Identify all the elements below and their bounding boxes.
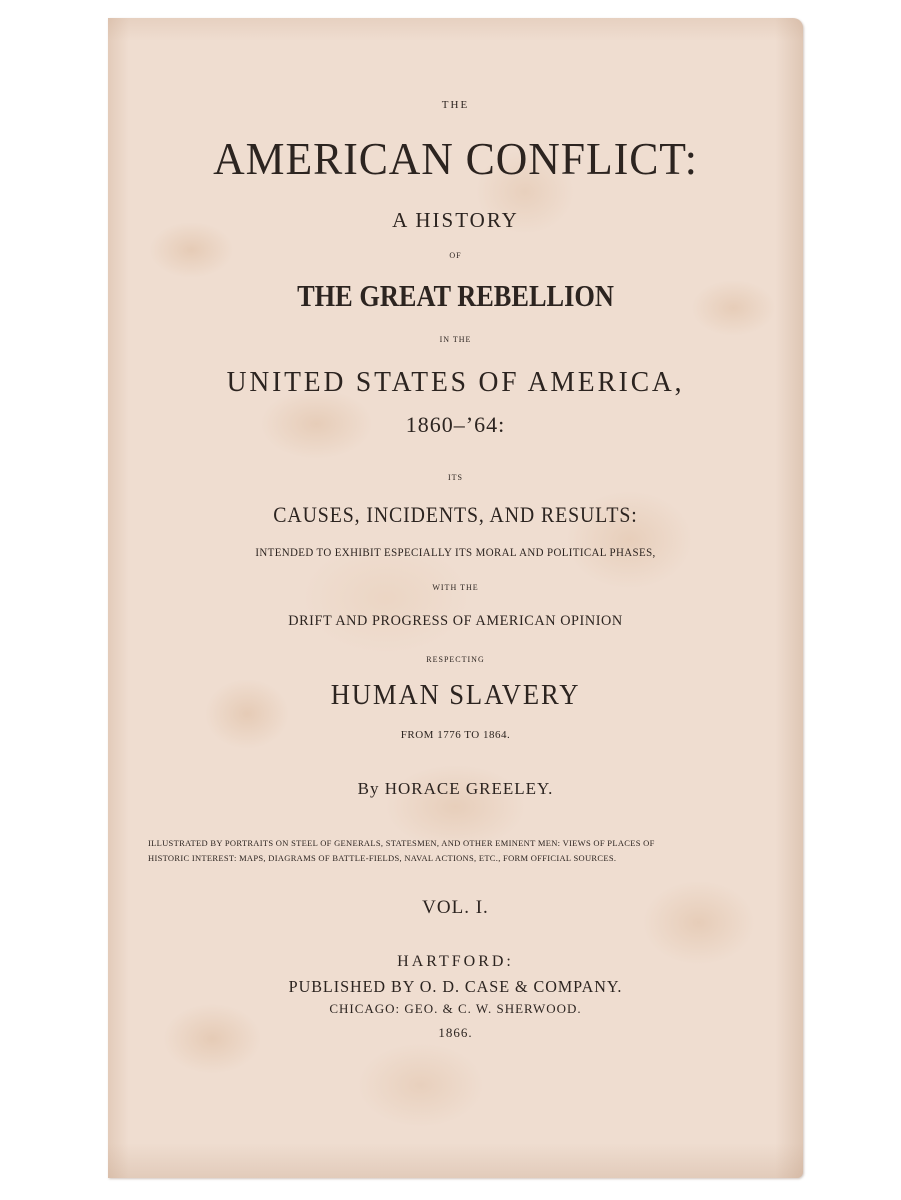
city-label: HARTFORD: xyxy=(397,953,514,970)
from-years: FROM 1776 TO 1864. xyxy=(400,729,511,741)
main-title: AMERICAN CONFLICT: xyxy=(213,133,698,184)
in-the-label: IN THE xyxy=(439,335,472,344)
intended-line: INTENDED TO EXHIBIT ESPECIALLY ITS MORAL AND POLITICAL PHASES, xyxy=(255,547,656,559)
the-label: THE xyxy=(441,99,470,111)
illustrated-note: ILLUSTRATED BY PORTRAITS ON STEEL OF GENERALS, STATESMEN, AND OTHER EMINENT MEN: VIEWS OF PLACES OF HISTORIC INTEREST: MAPS, DIAGRAMS OF BATTLE-FIELDS, NAVAL ACTIONS, ETC., FORM OFFICIAL SOURCES. xyxy=(148,838,655,863)
drift-line: DRIFT AND PROGRESS OF AMERICAN OPINION xyxy=(288,613,623,629)
years-range: 1860–’64: xyxy=(405,412,506,437)
of-label: OF xyxy=(449,251,462,260)
its-label: ITS xyxy=(448,473,463,482)
human-slavery: HUMAN SLAVERY xyxy=(330,680,581,711)
publication-year: 1866. xyxy=(438,1025,473,1040)
publisher-line: PUBLISHED BY O. D. CASE & COMPANY. xyxy=(288,977,623,996)
title-page xyxy=(108,18,803,1178)
united-states: UNITED STATES OF AMERICA, xyxy=(226,366,685,398)
respecting-label: RESPECTING xyxy=(426,655,485,664)
a-history: A HISTORY xyxy=(392,208,519,232)
volume-label: VOL. I. xyxy=(422,897,489,918)
causes-line: CAUSES, INCIDENTS, AND RESULTS: xyxy=(273,502,638,527)
great-rebellion: THE GREAT REBELLION xyxy=(297,278,614,313)
chicago-line: CHICAGO: GEO. & C. W. SHERWOOD. xyxy=(329,1001,582,1016)
with-the-label: WITH THE xyxy=(432,583,479,592)
author-line: By HORACE GREELEY. xyxy=(357,779,554,798)
